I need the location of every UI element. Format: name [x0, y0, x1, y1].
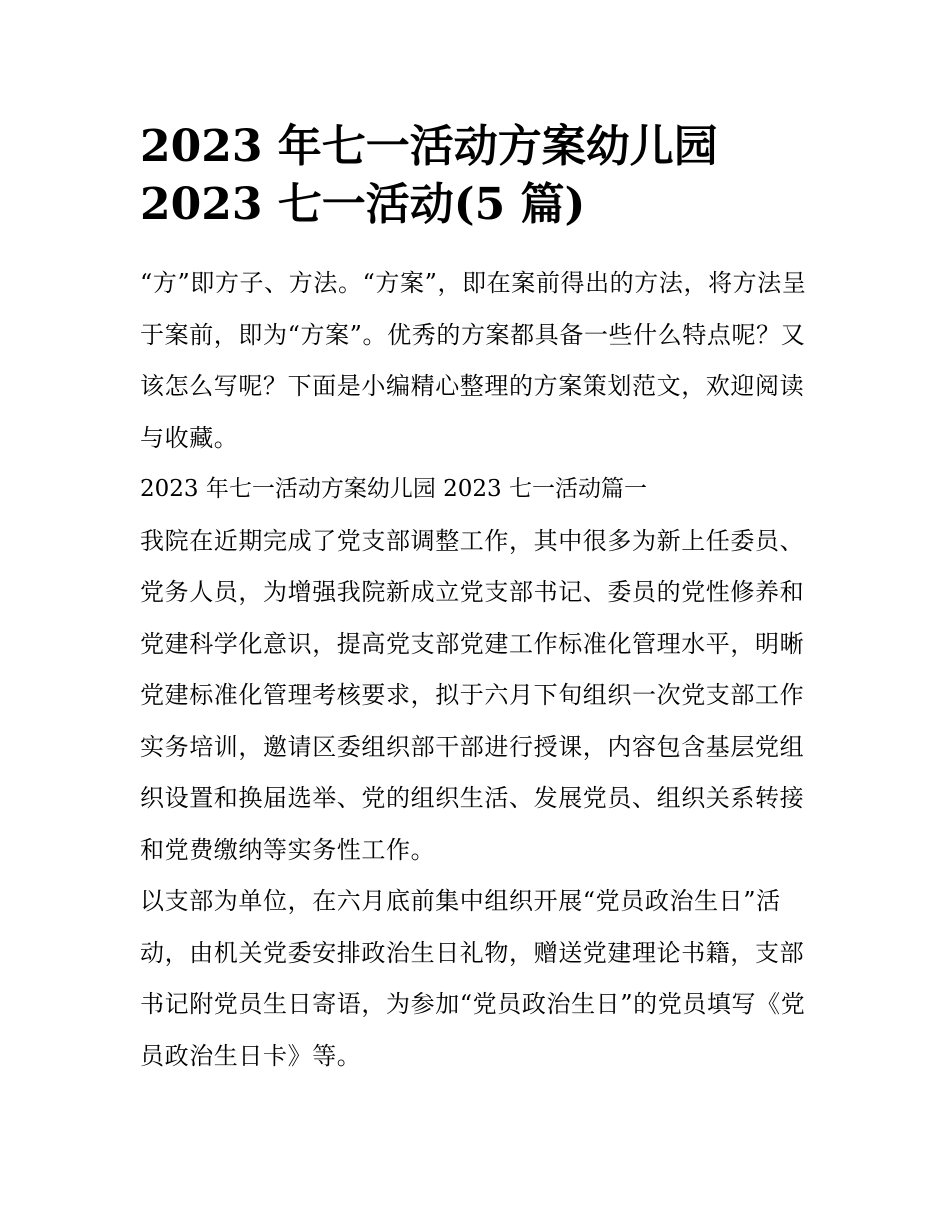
body-paragraph-2	[140, 876, 812, 1082]
intro-line: 该怎么写呢？下面是小编精心整理的方案策划范文，欢迎阅读	[140, 372, 805, 400]
body-line: 动，由机关党委安排政治生日礼物，赠送党建理论书籍，支部	[140, 938, 805, 967]
document-title	[140, 118, 812, 234]
body-line: 实务培训，邀请区委组织部干部进行授课，内容包含基层党组	[140, 732, 805, 761]
body-line: 员政治生日卡》等。	[140, 1041, 362, 1070]
body-line: 和党费缴纳等实务性工作。	[140, 835, 436, 864]
body-line: 党建科学化意识，提高党支部党建工作标准化管理水平，明晰	[140, 629, 805, 658]
intro-paragraph	[140, 258, 812, 464]
body-line: 我院在近期完成了党支部调整工作，其中很多为新上任委员、	[140, 526, 805, 555]
title-line-2: 2023 七一活动(5 篇)	[140, 179, 586, 230]
intro-line: “方”即方子、方法。“方案”，即在案前得出的方法，将方法呈	[140, 269, 807, 297]
body-line: 党建标准化管理考核要求，拟于六月下旬组织一次党支部工作	[140, 681, 805, 709]
intro-line: 与收藏。	[140, 423, 239, 452]
body-line: 以支部为单位，在六月底前集中组织开展“党员政治生日”活	[140, 887, 781, 915]
section-heading: 2023 年七一活动方案幼儿园 2023 七一活动篇一	[140, 476, 647, 502]
body-line: 书记附党员生日寄语，为参加“党员政治生日”的党员填写《党	[140, 990, 806, 1018]
body-line: 党务人员，为增强我院新成立党支部书记、委员的党性修养和	[140, 578, 805, 606]
body-paragraph-1	[140, 516, 812, 877]
intro-line: 于案前，即为“方案”。优秀的方案都具备一些什么特点呢？又	[140, 320, 806, 349]
body-line: 织设置和换届选举、党的组织生活、发展党员、组织关系转接	[140, 784, 805, 812]
document-page	[140, 118, 812, 1082]
title-line-1: 2023 年七一活动方案幼儿园	[140, 121, 718, 172]
